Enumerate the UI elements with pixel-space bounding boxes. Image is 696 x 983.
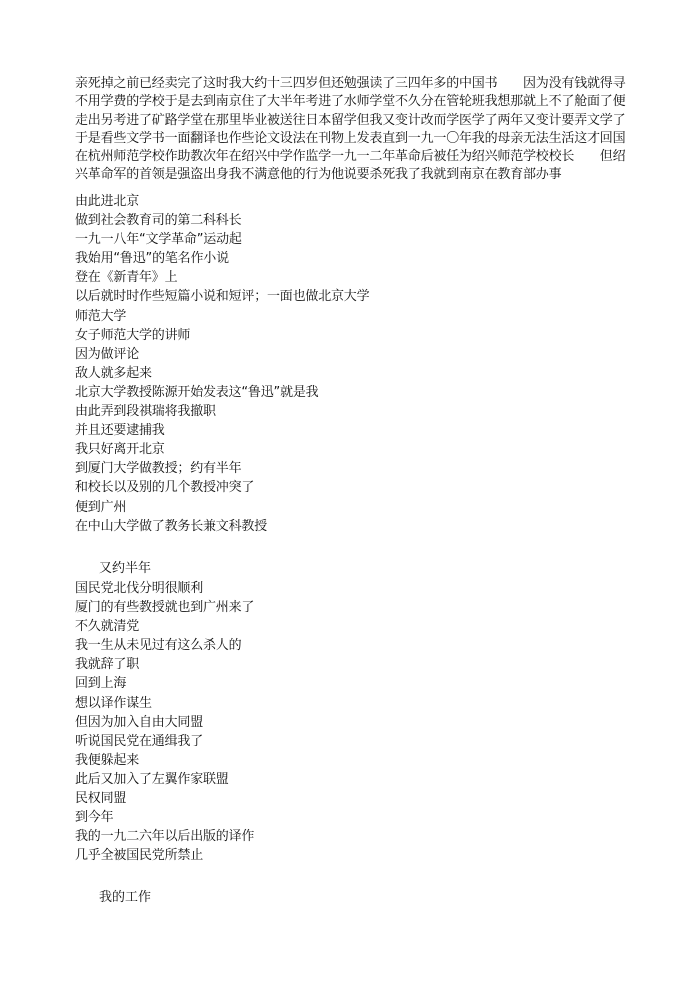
text-line: 我便躲起来 — [75, 752, 140, 768]
text-lines-block-2 — [75, 579, 635, 865]
section-heading-my-work: 我的工作 — [99, 890, 152, 905]
text-line: 并且还要逮捕我 — [75, 423, 165, 439]
text-line: 回到上海 — [75, 676, 127, 692]
text-line: 师范大学 — [75, 308, 127, 324]
text-line: 国民党北伐分明很顺利 — [75, 581, 204, 596]
text-line: 我一生从未见过有这么杀人的 — [75, 638, 242, 654]
text-line: 到厦门大学做教授；约有半年 — [75, 461, 242, 477]
text-line: 我只好离开北京 — [75, 442, 165, 458]
text-line: 到今年 — [75, 810, 114, 826]
text-line: 民权同盟 — [75, 791, 127, 807]
text-line: 因为做评论 — [75, 346, 140, 362]
text-line: 便到广州 — [75, 499, 127, 515]
text-line: 厦门的有些教授就也到广州来了 — [75, 600, 255, 616]
text-line: 我始用“鲁迅”的笔名作小说 — [75, 251, 229, 267]
text-lines-block-1 — [75, 192, 635, 536]
section-heading-half-year: 又约半年 — [99, 561, 152, 576]
intro-paragraph: 亲死掉之前已经卖完了这时我大约十三四岁但还勉强读了三四年多的中国书 因为没有钱就得寻不用学费的学校于是去到南京住了大半年考进了水师学堂不久分在管轮班我想那就上不了舱面了便走出另考进了矿路学堂在那里毕业被送往日本留学但我又变计改而学医学了两年又变计要弄文学了于是看些文学书一面翻译也作些论文设法在刊物上发表直到一九一〇年我的母亲无法生活这才回国在杭州师范学校作助教次年在绍兴中学作监学一九一二年革命后被任为绍兴师范学校校长 但绍兴革命军的首领是强盗出身我不满意他的行为他说要杀死我了我就到南京在教育部办事 — [75, 76, 626, 183]
text-line: 在中山大学做了教务长兼文科教授 — [75, 518, 268, 534]
text-line: 北京大学教授陈源开始发表这“鲁迅”就是我 — [75, 384, 319, 400]
text-line: 想以译作谋生 — [75, 695, 152, 711]
text-line: 由此进北京 — [75, 194, 140, 209]
text-line: 不久就清党 — [75, 619, 140, 635]
text-line: 听说国民党在通缉我了 — [75, 733, 204, 749]
text-line: 几乎全被国民党所禁止 — [75, 848, 204, 864]
text-line: 一九一八年“文学革命”运动起 — [75, 232, 242, 248]
text-line: 以后就时时作些短篇小说和短评；一面也做北京大学 — [75, 289, 370, 305]
text-line: 做到社会教育司的第二科科长 — [75, 213, 242, 229]
text-line: 和校长以及别的几个教授冲突了 — [75, 480, 255, 496]
text-line: 但因为加入自由大同盟 — [75, 714, 204, 730]
text-line: 我就辞了职 — [75, 657, 140, 673]
text-line: 此后又加入了左翼作家联盟 — [75, 771, 229, 787]
text-line: 由此弄到段祺瑞将我撤职 — [75, 404, 216, 420]
text-line: 登在《新青年》上 — [75, 270, 178, 286]
text-line: 敌人就多起来 — [75, 365, 152, 381]
text-line: 我的一九二六年以后出版的译作 — [75, 829, 255, 845]
text-line: 女子师范大学的讲师 — [75, 327, 191, 343]
